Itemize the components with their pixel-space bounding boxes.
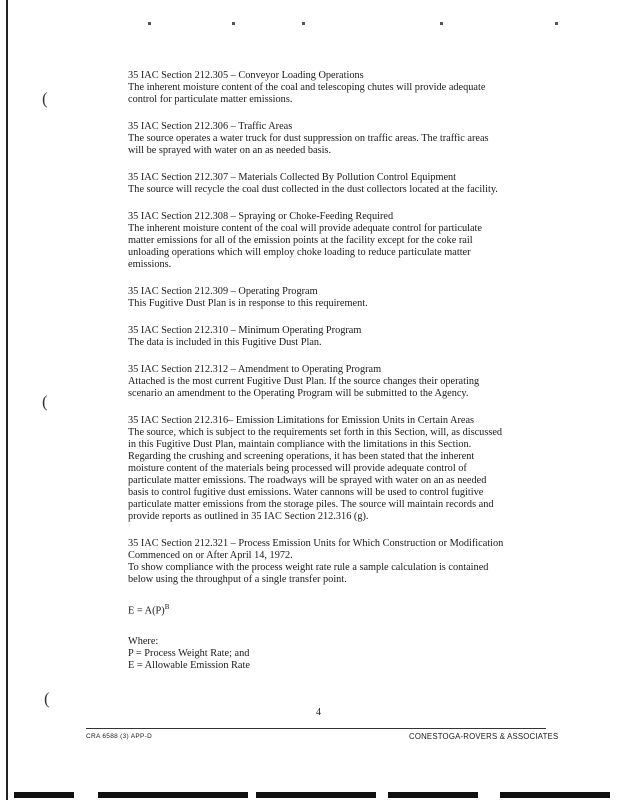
footer-document-code: CRA 6588 (3) APP-D — [86, 733, 153, 740]
section-heading: 35 IAC Section 212.305 – Conveyor Loading Operations — [128, 70, 364, 81]
section-heading: 35 IAC Section 212.316– Emission Limitations for Emission Units in Certain Areas — [128, 415, 475, 426]
footer-divider — [86, 728, 546, 729]
section-line: particulate matter emissions. The roadways will be sprayed with water on an as needed — [128, 475, 487, 486]
section-line: The inherent moisture content of the coal and telescoping chutes will provide adequate — [128, 82, 486, 93]
definition-item: P = Process Weight Rate; and — [128, 648, 250, 660]
section-line: unloading operations which will employ choke loading to reduce particulate matter — [128, 247, 471, 258]
section-line: To show compliance with the process weight rate rule a sample calculation is contained — [128, 562, 489, 573]
section-line: This Fugitive Dust Plan is in response to this requirement. — [128, 298, 368, 309]
section-heading: 35 IAC Section 212.312 – Amendment to Operating Program — [128, 364, 382, 375]
scan-edge-bar — [388, 792, 478, 798]
page-number: 4 — [316, 707, 321, 718]
section-212-305 — [128, 70, 558, 106]
section-line: Regarding the crushing and screening operations, it has been stated that the inherent — [128, 451, 475, 462]
scan-edge-bar — [98, 792, 248, 798]
section-line: particulate matter emissions from the storage piles. The source will maintain records and — [128, 499, 494, 510]
scan-speck — [148, 22, 151, 25]
section-212-312 — [128, 364, 558, 400]
scan-edge-line — [6, 0, 8, 800]
section-212-307 — [128, 172, 558, 196]
emission-formula — [128, 601, 558, 617]
section-line: in this Fugitive Dust Plan, maintain compliance with the limitations in this Section. — [128, 439, 472, 450]
section-line: emissions. — [128, 259, 172, 270]
section-line: matter emissions for all of the emission points at the facility except for the coke rail — [128, 235, 473, 246]
scan-speck — [302, 22, 305, 25]
formula-text: E = A(P) — [128, 605, 165, 617]
section-line: below using the throughput of a single transfer point. — [128, 574, 347, 585]
scan-edge-bar — [256, 792, 376, 798]
section-heading: 35 IAC Section 212.307 – Materials Collected By Pollution Control Equipment — [128, 172, 457, 183]
section-line: The source operates a water truck for dust suppression on traffic areas. The traffic areas — [128, 133, 489, 144]
section-line: The inherent moisture content of the coal will provide adequate control for particulate — [128, 223, 482, 234]
section-212-321 — [128, 538, 558, 586]
section-212-306 — [128, 121, 558, 157]
footer-company-name: CONESTOGA-ROVERS & ASSOCIATES — [409, 732, 559, 741]
section-line: provide reports as outlined in 35 IAC Section 212.316 (g). — [128, 511, 369, 522]
section-line: Commenced on or After April 14, 1972. — [128, 550, 293, 561]
document-body — [128, 70, 558, 672]
section-line: The data is included in this Fugitive Dust Plan. — [128, 337, 322, 348]
section-line: The source will recycle the coal dust collected in the dust collectors located at the facility. — [128, 184, 498, 195]
section-heading: 35 IAC Section 212.321 – Process Emission Units for Which Construction or Modification — [128, 538, 504, 549]
definition-item: E = Allowable Emission Rate — [128, 660, 250, 672]
section-212-310 — [128, 325, 558, 349]
section-line: basis to control fugitive dust emissions. Water cannons will be used to control fugitive — [128, 487, 484, 498]
section-heading: 35 IAC Section 212.310 – Minimum Operating Program — [128, 325, 362, 336]
section-heading: 35 IAC Section 212.308 – Spraying or Choke-Feeding Required — [128, 211, 394, 222]
scan-edge-bar — [500, 792, 610, 798]
section-212-316 — [128, 415, 558, 523]
section-heading: 35 IAC Section 212.309 – Operating Program — [128, 286, 318, 297]
formula-exponent: B — [164, 603, 170, 611]
section-212-308 — [128, 211, 558, 271]
section-line: moisture content of the materials being processed will provide adequate control of — [128, 463, 467, 474]
binder-hole-mark: ( — [42, 392, 48, 411]
section-line: The source, which is subject to the requirements set forth in this Section, will, as discussed — [128, 427, 503, 438]
section-line: scenario an amendment to the Operating Program will be submitted to the Agency. — [128, 388, 469, 399]
scan-speck — [555, 22, 558, 25]
scan-speck — [232, 22, 235, 25]
where-label: Where: — [128, 636, 159, 648]
section-line: will be sprayed with water on an as needed basis. — [128, 145, 332, 156]
binder-hole-mark: ( — [42, 89, 48, 108]
binder-hole-mark: ( — [44, 689, 50, 708]
formula-definitions — [128, 636, 558, 672]
section-line: control for particulate matter emissions. — [128, 94, 293, 105]
scan-edge-bar — [14, 792, 74, 798]
scan-speck — [440, 22, 443, 25]
section-line: Attached is the most current Fugitive Dust Plan. If the source changes their operating — [128, 376, 480, 387]
section-heading: 35 IAC Section 212.306 – Traffic Areas — [128, 121, 293, 132]
section-212-309 — [128, 286, 558, 310]
